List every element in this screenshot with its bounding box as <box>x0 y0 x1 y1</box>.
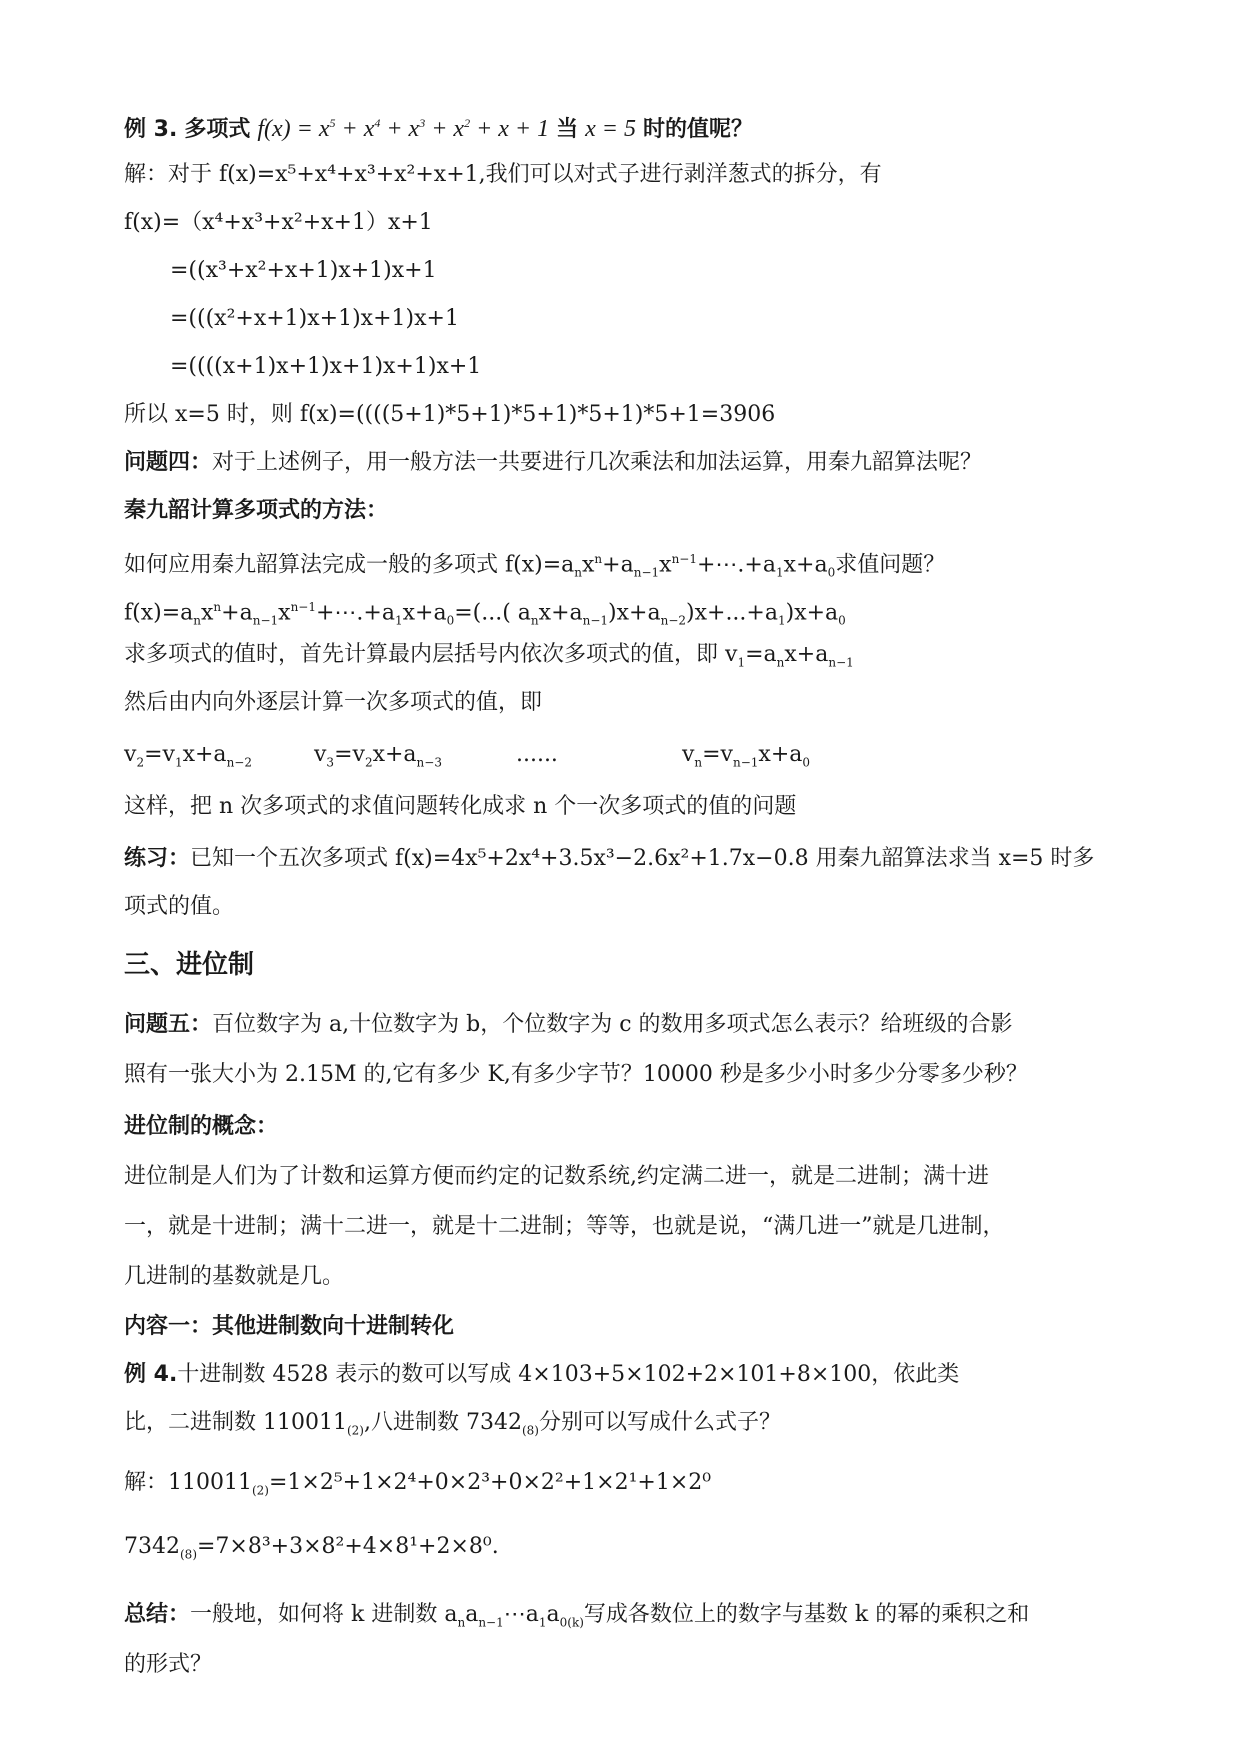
question-5: 问题五：百位数字为 a,十位数字为 b，个位数字为 c 的数用多项式怎么表示？给班级的合影 <box>124 1012 1013 1037</box>
concept-line-2: 一，就是十进制；满十二进一，就是十二进制；等等，也就是说，“满几进一”就是几进制， <box>124 1214 1005 1239</box>
thus-line: 这样，把 n 次多项式的求值问题转化成求 n 个一次多项式的值的问题 <box>124 794 797 819</box>
general-polynomial-question: 如何应用秦九韶算法完成一般的多项式 $f(x)=a_nx^n+a_{n-1}x^{n-1}+\cdots.+a_1x+a_0$求值问题？ <box>124 552 946 580</box>
content-1-title: 内容一：其他进制数向十进制转化 <box>124 1314 455 1339</box>
question-5-cont: 照有一张大小为 2.15M 的,它有多少 K,有多少字节？10000 秒是多少小时多少分零多少秒？ <box>124 1062 1028 1087</box>
example-4-cont: 比，二进制数 $110011_{(2)}$,八进制数 $7342_{(8)}$分别可以写成什么式子？ <box>124 1410 781 1438</box>
expansion-step-4: =((((x+1)x+1)x+1)x+1)x+1 <box>170 354 482 379</box>
practice-exercise-cont: 项式的值。 <box>124 894 235 919</box>
solution-4-octal: $7342_{(8)}=7\times 8^3+3\times 8^2+4\times 8^1+2\times 8^0$. <box>124 1534 499 1562</box>
question-4: 问题四：对于上述例子，用一般方法一共要进行几次乘法和加法运算，用秦九韶算法呢？ <box>124 450 983 475</box>
summary: 总结：一般地，如何将 k 进制数 $a_na_{n-1}\cdots a_1a_{0(k)}$写成各数位上的数字与基数 k 的幂的乘积之和 <box>124 1602 1030 1630</box>
concept-line-3: 几进制的基数就是几。 <box>124 1264 345 1289</box>
result-line: 所以 x=5 时，则 f(x)=((((5+1)*5+1)*5+1)*5+1)*5+1=3906 <box>124 402 776 427</box>
qin-method-title: 秦九韶计算多项式的方法： <box>124 498 389 523</box>
expansion-step-2: =((x³+x²+x+1)x+1)x+1 <box>170 258 437 283</box>
example-label: 例 3. <box>124 117 178 142</box>
outward-line: 然后由内向外逐层计算一次多项式的值，即 <box>124 690 543 715</box>
polynomial-formula: $f(x) = x^5 + x^4 + x^3 + x^2 + x + 1$ <box>257 116 550 142</box>
practice-exercise: 练习：已知一个五次多项式 f(x)=4x⁵+2x⁴+3.5x³−2.6x²+1.7x−0.8 用秦九韶算法求当 x=5 时多 <box>124 846 1095 871</box>
solution-intro: 解：对于 f(x)=x⁵+x⁴+x³+x²+x+1,我们可以对式子进行剥洋葱式的拆分，有 <box>124 162 882 187</box>
solution-4-binary: 解：$110011_{(2)}=1\times 2^5+1\times 2^4+0\times 2^3+0\times 2^2+1\times 2^1+1\times 2^0$ <box>124 1470 712 1498</box>
concept-line-1: 进位制是人们为了计数和运算方便而约定的记数系统,约定满二进一，就是二进制；满十进 <box>124 1164 989 1189</box>
inner-value-line: 求多项式的值时，首先计算最内层括号内依次多项式的值，即 $v_1=a_nx+a_{n-1}$ <box>124 642 854 670</box>
expansion-step-3: =(((x²+x+1)x+1)x+1)x+1 <box>170 306 459 331</box>
recurrence-line: $v_2=v_1x+a_{n-2}$ $v_3=v_2x+a_{n-3}$ ...... $v_n=v_{n-1}x+a_0$ <box>124 742 811 770</box>
concept-title: 进位制的概念： <box>124 1114 279 1139</box>
example-4: 例 4.十进制数 4528 表示的数可以写成 4×103+5×102+2×101+8×100，依此类 <box>124 1362 960 1387</box>
section-3-heading: 三、进位制 <box>124 950 255 980</box>
summary-cont: 的形式？ <box>124 1652 213 1677</box>
nested-form: $f(x)=a_nx^n+a_{n-1}x^{n-1}+\cdots.+a_1x+a_0=$(...( $a_nx+a_{n-1})x+a_{n-2})x+...+a_1)x+a_0$ <box>124 600 846 628</box>
example-3-title: 例 3. 多项式 $f(x) = x^5 + x^4 + x^3 + x^2 + x + 1$ 当 x = 5 时的值呢？ <box>124 116 754 142</box>
expansion-step-1: f(x)=（x⁴+x³+x²+x+1）x+1 <box>124 210 433 235</box>
